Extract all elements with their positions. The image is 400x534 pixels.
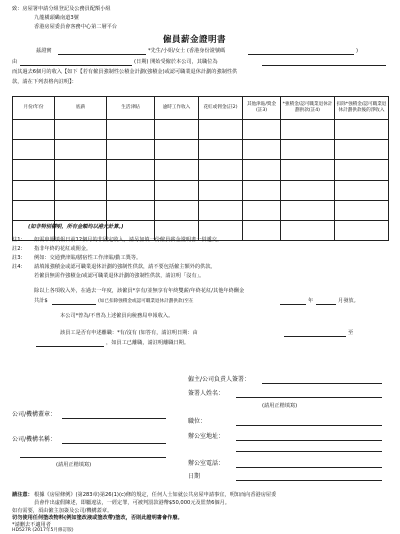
table-cell[interactable] <box>155 140 199 160</box>
year-label: 年 <box>308 298 314 304</box>
table-cell[interactable] <box>335 180 389 200</box>
delete-inapplicable-note: *請刪去不適用者 <box>12 522 51 528</box>
table-cell[interactable] <box>335 160 389 180</box>
table-cell[interactable] <box>199 180 243 200</box>
hkid-field[interactable] <box>248 54 354 55</box>
position-field[interactable] <box>262 65 386 66</box>
table-cell[interactable] <box>55 200 107 220</box>
table-cell[interactable] <box>107 160 155 180</box>
col-header-bonus: 花紅或佣金(註2) <box>199 97 243 120</box>
intro-title-id: *先生/小姐/女士 (香港身份證號碼 <box>148 48 226 54</box>
table-cell[interactable] <box>13 160 55 180</box>
table-cell[interactable] <box>13 180 55 200</box>
year-end-total-field[interactable] <box>52 304 96 305</box>
tax-declaration-line: 本公司*曾為/不曾為上述僱員向稅務局申報收入。 <box>60 313 174 319</box>
table-cell[interactable] <box>335 220 389 240</box>
table-currency-note: (如非特別標明，所有金額均以港元計算。) <box>28 224 124 230</box>
office-address-field-2[interactable] <box>236 451 382 452</box>
table-cell[interactable] <box>107 200 155 220</box>
form-code: HD527R (2017年5月修訂版) <box>12 528 74 533</box>
company-name-field-2[interactable] <box>20 457 166 458</box>
resignation-from-field[interactable] <box>284 336 346 337</box>
warning-line-2: 員會作出虛假陳述，即屬違法，一經定罪，可被判罰款港幣$50,000元及監禁6個月。 <box>34 500 230 506</box>
year-end-month-field[interactable] <box>316 304 336 305</box>
note-1-label: 註1： <box>12 237 26 243</box>
table-cell[interactable] <box>155 120 199 140</box>
table-cell[interactable] <box>55 120 107 140</box>
col-header-base-salary: 底薪 <box>55 97 107 120</box>
warning-line-1: 根據《房屋條例》(第283章)第26(1)(c)條的規定，任何人士如就公共房屋申請事宜，明知而向香港房屋委 <box>34 492 277 498</box>
month-issued-label: 月發放。 <box>338 298 359 304</box>
address-line-2: 香港房屋委員會客務中心第二層平台 <box>34 24 118 30</box>
warning-line-4: 切勿使用任何塗改物料(例如塗改液或塗改帶)塗改，否則此證明書會作廢。 <box>12 515 183 521</box>
table-cell[interactable] <box>243 120 281 140</box>
note-3-text: 例如：交通費津貼/膳宿性工作津貼/勤工獎等。 <box>34 255 142 261</box>
note-4-label: 註4： <box>12 264 26 270</box>
table-cell[interactable] <box>281 160 335 180</box>
intro-from: 由 <box>12 59 18 65</box>
table-cell[interactable] <box>199 140 243 160</box>
signer-name-field[interactable] <box>236 397 382 398</box>
table-cell[interactable] <box>107 180 155 200</box>
table-cell[interactable] <box>55 180 107 200</box>
table-cell[interactable] <box>335 120 389 140</box>
table-cell[interactable] <box>155 180 199 200</box>
table-cell[interactable] <box>155 200 199 220</box>
address-line-1: 九龍橫頭磡南道3號 <box>34 15 79 21</box>
year-end-total-label: 共計$ <box>34 298 48 304</box>
table-row <box>13 140 389 160</box>
table-cell[interactable] <box>155 160 199 180</box>
col-header-living-allowance: 生活津貼 <box>107 97 155 120</box>
note-3-label: 註3： <box>12 255 26 261</box>
office-address-field[interactable] <box>236 440 382 441</box>
table-cell[interactable] <box>281 120 335 140</box>
year-end-year-field[interactable] <box>280 304 306 305</box>
page-title: 僱員薪金證明書 <box>163 35 227 45</box>
office-phone-label: 辦公室電話： <box>188 460 225 467</box>
office-address-label: 辦公室地址： <box>188 433 225 440</box>
table-cell[interactable] <box>281 220 335 240</box>
note-4-text-2: 若僱員無需作強積金/或認可職業退休計劃的強制性供款，請註明「沒有」。 <box>34 273 205 279</box>
table-cell[interactable] <box>243 140 281 160</box>
date-label: 日期 <box>188 473 201 480</box>
table-cell[interactable] <box>199 200 243 220</box>
col-header-other-allowance: 其他津貼/獎金(註3) <box>243 97 281 120</box>
income-table <box>12 96 389 241</box>
addressee: 致：房屋署申請分組登記及公務員配額小組 <box>12 6 111 12</box>
table-cell[interactable] <box>13 140 55 160</box>
table-cell[interactable] <box>13 200 55 220</box>
resignation-to-field[interactable] <box>36 346 104 347</box>
signer-name-label: 簽署人姓名： <box>188 390 225 397</box>
company-name-label: 公司/機構名稱： <box>12 436 57 443</box>
employment-start-date-field[interactable] <box>20 65 132 66</box>
table-header-row <box>13 97 389 120</box>
company-seal-field[interactable] <box>62 418 166 419</box>
company-name-field[interactable] <box>62 443 166 444</box>
company-seal-label: 公司/機構蓋章： <box>12 411 57 418</box>
company-print-note: (請用正楷填寫) <box>56 462 92 468</box>
table-body <box>13 120 389 241</box>
intro-certify: 茲證實 <box>36 48 52 54</box>
table-cell[interactable] <box>13 120 55 140</box>
table-cell[interactable] <box>281 200 335 220</box>
table-row <box>13 120 389 140</box>
signer-position-field[interactable] <box>236 425 382 426</box>
note-4-text: 請填報強積金或認可職業退休計劃的強制性供款，請不要包括僱主額外的供款。 <box>34 264 216 270</box>
employer-signature-label: 僱主/公司負責人簽署： <box>188 376 251 383</box>
col-header-net-income: 扣除*強積金/認可職業退休計劃供款後的淨收入 <box>335 97 389 120</box>
table-cell[interactable] <box>335 140 389 160</box>
employer-signature-field[interactable] <box>262 383 382 384</box>
table-cell[interactable] <box>55 140 107 160</box>
intro-income-line: 而其過去6個月的收入【如下【若有僱員強制性公積金計劃(強積金)或認可職業退休計劃的強制性供 <box>12 69 238 75</box>
table-row <box>13 200 389 220</box>
table-cell[interactable] <box>199 160 243 180</box>
warning-label: 請注意： <box>12 492 33 498</box>
table-cell[interactable] <box>243 180 281 200</box>
signer-position-label: 職位： <box>188 418 207 425</box>
note-2-label: 註2： <box>12 246 26 252</box>
warning-line-3: 如有需要，須由僱主加簽及公司/機構蓋章。 <box>12 508 113 514</box>
table-cell[interactable] <box>107 120 155 140</box>
intro-close-paren: ) <box>356 48 359 54</box>
note-2-text: 指非年終的花紅或佣金。 <box>34 246 92 252</box>
table-cell[interactable] <box>107 140 155 160</box>
table-cell[interactable] <box>243 220 281 240</box>
col-header-mpf: *強積金/認可職業退休計劃供款(註4) <box>281 97 335 120</box>
table-cell[interactable] <box>281 180 335 200</box>
office-phone-field[interactable] <box>236 467 382 468</box>
note-1-text: 如需申報填報日前12個月的非固定收入，請另加填一份僱員薪金證明書一併遞交。 <box>34 237 223 243</box>
date-field[interactable] <box>236 480 382 481</box>
signer-print-note: (請用正楷填寫) <box>262 403 298 409</box>
table-cell[interactable] <box>243 200 281 220</box>
table-row <box>13 180 389 200</box>
table-cell[interactable] <box>281 140 335 160</box>
intro-income-line-2: 款，請在下列表格內註明】： <box>12 79 77 85</box>
year-end-bonus-line: 除以上各項收入外，在過去一年度，該僱員*享有/並無享有年終雙薪/年終花紅/其他年終酬金 <box>34 288 245 294</box>
col-header-month: 月份/年份 <box>13 97 55 120</box>
table-cell[interactable] <box>199 120 243 140</box>
intro-employment: (日期) 開始受僱於本公司，其職位為 <box>134 59 218 65</box>
table-cell[interactable] <box>335 200 389 220</box>
resignation-line: 該員工是否有申述離職：*有/沒有 (如答有，請註明日期：由 <box>60 330 198 336</box>
resignation-to-label: 至 <box>348 330 354 336</box>
resignation-date-note: ，如員工已離職，請註明離職日期。 <box>106 340 190 346</box>
table-cell[interactable] <box>243 160 281 180</box>
table-cell[interactable] <box>55 160 107 180</box>
col-header-overtime: 逾時工作收入 <box>155 97 199 120</box>
table-row <box>13 160 389 180</box>
employee-name-field[interactable] <box>58 54 146 55</box>
year-end-mpf-note: (如已扣除強積金或認可職業退休計劃供款)至在 <box>98 299 194 304</box>
